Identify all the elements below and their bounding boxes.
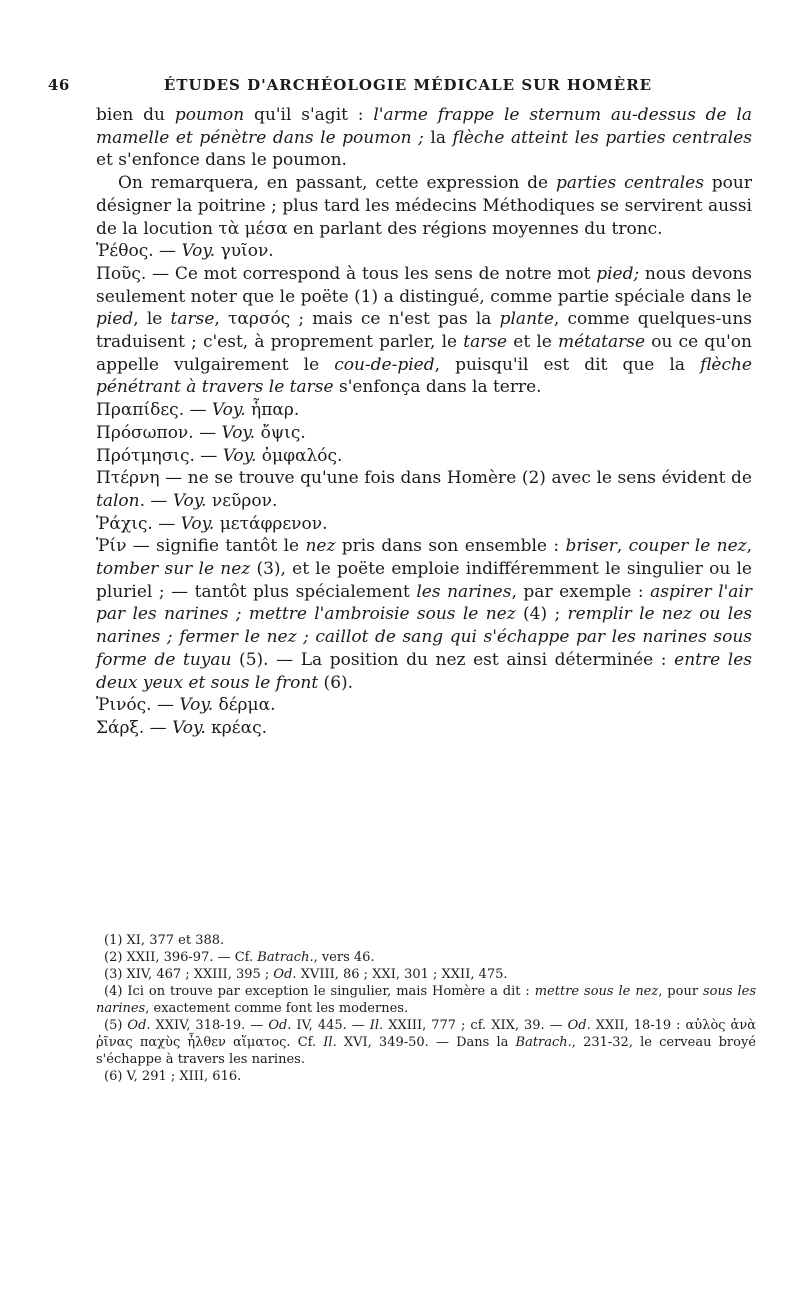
glossary-entry: Πτέρνη — ne se trouve qu'une fois dans Homère (2) avec le sens évident de talon. — Voy. νεῦρον.: [96, 468, 752, 511]
body-text: [96, 104, 752, 740]
footnote: (1) XI, 377 et 388.: [104, 933, 225, 948]
glossary-entry: Ῥέθος. — Voy. γυῖον.: [96, 241, 274, 262]
glossary-entry: Ῥινός. — Voy. δέρμα.: [96, 695, 276, 716]
glossary-entry: Πρόσωπον. — Voy. ὄψις.: [96, 422, 306, 443]
glossary-entry: Πρότμησις. — Voy. ὀμφαλός.: [96, 445, 343, 466]
glossary-entry: Ῥίν — signifie tantôt le nez pris dans son ensemble : briser, couper le nez, tomber sur le nez (3), et le poëte emploie indifféremment le singulier ou le pluriel ; — tantôt plus spécialement les narines, par exemple : aspirer l'air par les narines ; mettre l'ambroisie sous le nez (4) ; remplir le nez ou les narines ; fermer le nez ; caillot de sang qui s'échappe par les narines sous forme de tuyau (5). — La position du nez est ainsi déterminée : entre les deux yeux et sous le front (6).: [96, 536, 753, 693]
body-paragraph: On remarquera, en passant, cette expression de parties centrales pour désigner la poitrine ; plus tard les médecins Méthodiques se servirent aussi de la locution τὰ μέσα en parlant des régions moyennes du tronc.: [96, 173, 752, 239]
footnote: (5) Od. XXIV, 318-19. — Od. IV, 445. — Il. XXIII, 777 ; cf. XIX, 39. — Od. XXII, 18-19 : αὐλὸς ἀνὰ ῥῖνας παχὺς ἦλθεν αἵματος. Cf. Il. XVI, 349-50. — Dans la Batrach., 231-32, le cerveau broyé s'échappe à travers les narines.: [96, 1018, 757, 1067]
glossary-entry: Σάρξ. — Voy. κρέας.: [96, 717, 268, 738]
footnote: (4) Ici on trouve par exception le singulier, mais Homère a dit : mettre sous le nez, pour sous les narines, exactement comme font les modernes.: [96, 984, 756, 1016]
glossary-entry: Ῥάχις. — Voy. μετάφρενον.: [96, 513, 328, 534]
footnote: (3) XIV, 467 ; XXIII, 395 ; Od. XVIII, 86 ; XXI, 301 ; XXII, 475.: [104, 967, 508, 982]
running-title: ÉTUDES D'ARCHÉOLOGIE MÉDICALE SUR HOMÈRE: [163, 76, 653, 94]
glossary-entry: Ποῦς. — Ce mot correspond à tous les sens de notre mot pied; nous devons seulement noter que le poëte (1) a distingué, comme partie spéciale dans le pied, le tarse, ταρσός ; mais ce n'est pas la plante, comme quelques-uns traduisent ; c'est, à proprement parler, le tarse et le métatarse ou ce qu'on appelle vulgairement le cou-de-pied, puisqu'il est dit que la flèche pénétrant à travers le tarse s'enfonça dans la terre.: [96, 263, 752, 398]
body-paragraph: bien du poumon qu'il s'agit : l'arme frappe le sternum au-dessus de la mamelle et pénètre dans le poumon ; la flèche atteint les parties centrales et s'enfonce dans le poumon.: [96, 105, 753, 171]
page-number: 46: [48, 76, 70, 94]
footnote: (2) XXII, 396-97. — Cf. Batrach., vers 46.: [104, 950, 375, 965]
footnotes: [96, 932, 756, 1085]
glossary-entry: Πραπίδες. — Voy. ἧπαρ.: [96, 400, 300, 421]
footnote: (6) V, 291 ; XIII, 616.: [104, 1069, 242, 1084]
